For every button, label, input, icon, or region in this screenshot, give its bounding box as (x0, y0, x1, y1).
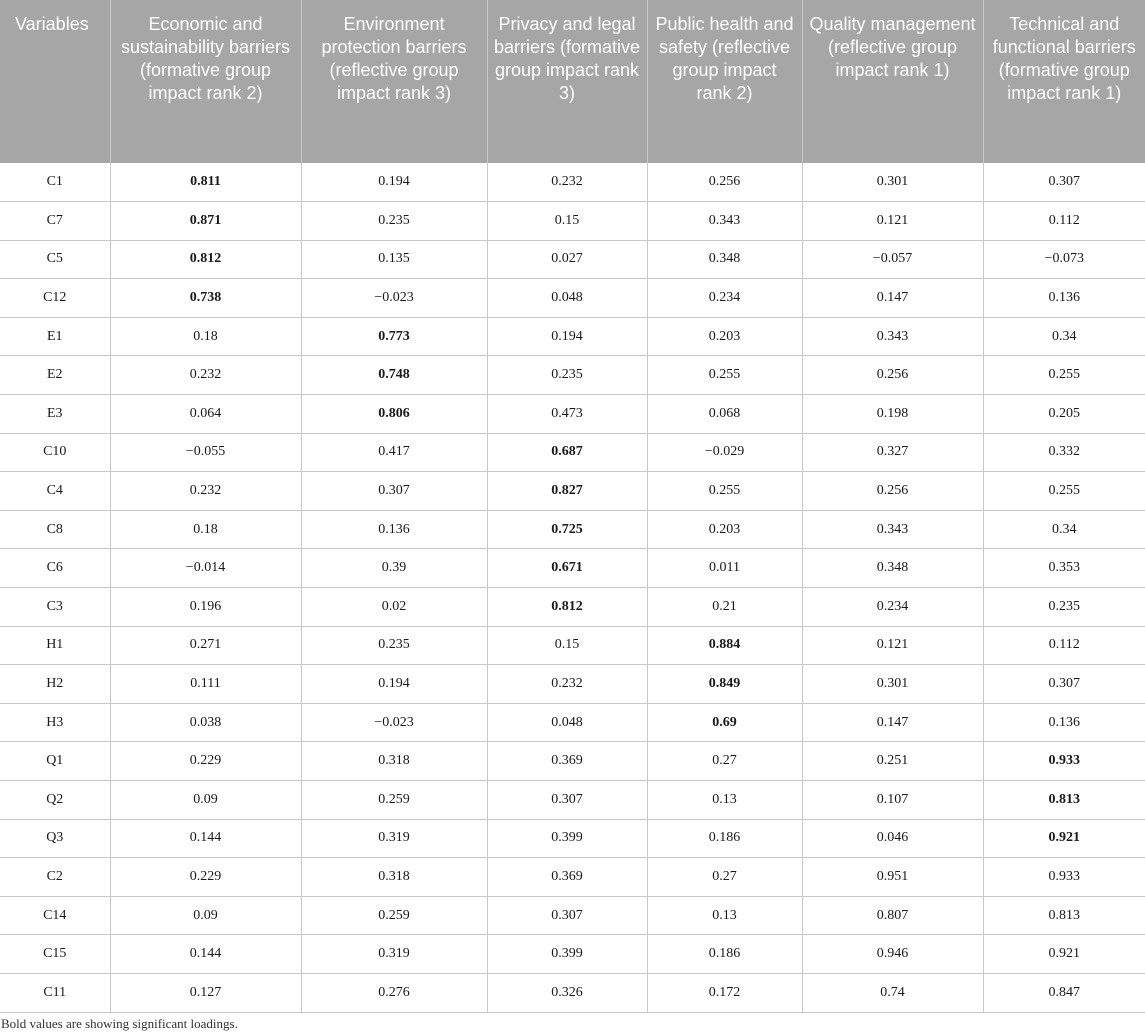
loading-cell: 0.687 (487, 433, 647, 472)
loading-cell: 0.884 (647, 626, 802, 665)
loading-cell: −0.023 (301, 279, 487, 318)
variable-cell: C1 (0, 163, 110, 202)
loading-cell: 0.259 (301, 896, 487, 935)
loading-cell: 0.921 (983, 819, 1145, 858)
loading-cell: 0.813 (983, 781, 1145, 820)
loading-cell: 0.748 (301, 356, 487, 395)
loading-cell: 0.09 (110, 781, 301, 820)
loading-cell: 0.194 (301, 665, 487, 704)
loading-cell: 0.319 (301, 819, 487, 858)
loading-cell: 0.813 (983, 896, 1145, 935)
variable-cell: C7 (0, 202, 110, 241)
loading-cell: 0.933 (983, 858, 1145, 897)
loading-cell: 0.235 (487, 356, 647, 395)
table-row (0, 279, 1145, 318)
loading-cell: 0.256 (802, 356, 983, 395)
variable-cell: C6 (0, 549, 110, 588)
header-row (0, 0, 1145, 163)
table-row (0, 742, 1145, 781)
loading-cell: 0.112 (983, 626, 1145, 665)
loading-cell: 0.02 (301, 588, 487, 627)
loading-cell: 0.13 (647, 781, 802, 820)
table-row (0, 472, 1145, 511)
loading-cell: 0.343 (802, 510, 983, 549)
loading-cell: 0.811 (110, 163, 301, 202)
header-environment-protection: Environment protection barriers (reflective group impact rank 3) (301, 0, 487, 163)
loading-cell: 0.232 (110, 472, 301, 511)
loading-cell: 0.136 (301, 510, 487, 549)
loading-cell: 0.027 (487, 240, 647, 279)
loading-cell: 0.235 (301, 626, 487, 665)
table-row (0, 819, 1145, 858)
loading-cell: 0.921 (983, 935, 1145, 974)
loading-cell: 0.319 (301, 935, 487, 974)
loading-cell: 0.369 (487, 742, 647, 781)
loading-cell: 0.307 (487, 896, 647, 935)
table-footnote: Bold values are showing significant loadings. (1, 1016, 238, 1031)
loading-cell: 0.121 (802, 626, 983, 665)
variable-cell: C5 (0, 240, 110, 279)
loading-cell: 0.307 (983, 163, 1145, 202)
loading-cell: 0.738 (110, 279, 301, 318)
loading-cell: −0.055 (110, 433, 301, 472)
loading-cell: 0.135 (301, 240, 487, 279)
loading-cell: 0.806 (301, 395, 487, 434)
loading-cell: 0.276 (301, 973, 487, 1012)
loading-cell: 0.318 (301, 742, 487, 781)
variable-cell: H2 (0, 665, 110, 704)
loading-cell: 0.39 (301, 549, 487, 588)
table-row (0, 163, 1145, 202)
loading-cell: 0.871 (110, 202, 301, 241)
loading-cell: 0.933 (983, 742, 1145, 781)
loading-cell: 0.111 (110, 665, 301, 704)
loading-cell: 0.812 (110, 240, 301, 279)
header-technical-functional: Technical and functional barriers (formative group impact rank 1) (983, 0, 1145, 163)
loading-cell: 0.807 (802, 896, 983, 935)
loading-cell: 0.15 (487, 202, 647, 241)
loading-cell: 0.147 (802, 703, 983, 742)
variable-cell: H1 (0, 626, 110, 665)
header-quality-management: Quality management (reflective group impact rank 1) (802, 0, 983, 163)
loading-cell: −0.029 (647, 433, 802, 472)
loading-cell: 0.951 (802, 858, 983, 897)
loading-cell: 0.136 (983, 279, 1145, 318)
loading-cell: 0.136 (983, 703, 1145, 742)
loading-cell: 0.194 (487, 317, 647, 356)
loading-cell: 0.068 (647, 395, 802, 434)
loading-cell: 0.34 (983, 510, 1145, 549)
loading-cell: 0.27 (647, 742, 802, 781)
loading-cell: 0.946 (802, 935, 983, 974)
table-row (0, 549, 1145, 588)
loading-cell: 0.255 (983, 472, 1145, 511)
loading-cell: 0.13 (647, 896, 802, 935)
loading-cell: 0.229 (110, 858, 301, 897)
loading-cell: 0.18 (110, 510, 301, 549)
header-variables: Variables (0, 0, 110, 163)
table-row (0, 510, 1145, 549)
variable-cell: E1 (0, 317, 110, 356)
loading-cell: 0.256 (802, 472, 983, 511)
loading-cell: 0.255 (983, 356, 1145, 395)
loading-cell: 0.259 (301, 781, 487, 820)
loading-cell: 0.234 (802, 588, 983, 627)
loading-cell: 0.203 (647, 510, 802, 549)
loading-cell: 0.232 (110, 356, 301, 395)
header-economic-sustainability: Economic and sustainability barriers (formative group impact rank 2) (110, 0, 301, 163)
loading-cell: 0.725 (487, 510, 647, 549)
variable-cell: C4 (0, 472, 110, 511)
loading-cell: 0.369 (487, 858, 647, 897)
variable-cell: C14 (0, 896, 110, 935)
variable-cell: C2 (0, 858, 110, 897)
loading-cell: 0.203 (647, 317, 802, 356)
loading-cell: 0.251 (802, 742, 983, 781)
variable-cell: Q3 (0, 819, 110, 858)
loading-cell: 0.229 (110, 742, 301, 781)
loading-cell: 0.038 (110, 703, 301, 742)
header-public-health-safety: Public health and safety (reflective group impact rank 2) (647, 0, 802, 163)
loading-cell: 0.827 (487, 472, 647, 511)
table-row (0, 781, 1145, 820)
loading-cell: 0.235 (983, 588, 1145, 627)
loading-cell: 0.112 (983, 202, 1145, 241)
loading-cell: 0.671 (487, 549, 647, 588)
loading-cell: 0.34 (983, 317, 1145, 356)
loading-cell: 0.69 (647, 703, 802, 742)
loading-cell: 0.348 (647, 240, 802, 279)
loading-cell: 0.186 (647, 935, 802, 974)
loading-cell: 0.318 (301, 858, 487, 897)
loading-cell: 0.194 (301, 163, 487, 202)
loading-cell: −0.073 (983, 240, 1145, 279)
loading-cell: 0.773 (301, 317, 487, 356)
loading-cell: 0.301 (802, 163, 983, 202)
variable-cell: C11 (0, 973, 110, 1012)
loading-cell: 0.812 (487, 588, 647, 627)
loading-cell: 0.343 (647, 202, 802, 241)
table-row (0, 395, 1145, 434)
variable-cell: Q2 (0, 781, 110, 820)
table-row (0, 240, 1145, 279)
loading-cell: −0.057 (802, 240, 983, 279)
loading-cell: 0.235 (301, 202, 487, 241)
loading-cell: 0.307 (983, 665, 1145, 704)
loading-cell: 0.399 (487, 935, 647, 974)
loading-cell: 0.307 (301, 472, 487, 511)
variable-cell: H3 (0, 703, 110, 742)
loading-cell: 0.196 (110, 588, 301, 627)
loading-cell: 0.144 (110, 819, 301, 858)
loading-cell: 0.27 (647, 858, 802, 897)
loading-cell: −0.014 (110, 549, 301, 588)
loading-cell: 0.399 (487, 819, 647, 858)
table-row (0, 703, 1145, 742)
loading-cell: 0.255 (647, 356, 802, 395)
loading-cell: 0.847 (983, 973, 1145, 1012)
loading-cell: 0.332 (983, 433, 1145, 472)
variable-cell: E3 (0, 395, 110, 434)
loading-cell: 0.107 (802, 781, 983, 820)
loading-cell: 0.417 (301, 433, 487, 472)
loading-cell: −0.023 (301, 703, 487, 742)
loading-cell: 0.301 (802, 665, 983, 704)
loading-cell: 0.09 (110, 896, 301, 935)
table-header (0, 0, 1145, 163)
loading-cell: 0.048 (487, 703, 647, 742)
variable-cell: C8 (0, 510, 110, 549)
loading-cell: 0.15 (487, 626, 647, 665)
loading-cell: 0.343 (802, 317, 983, 356)
variable-cell: C10 (0, 433, 110, 472)
loading-cell: 0.348 (802, 549, 983, 588)
table-row (0, 665, 1145, 704)
loading-cell: 0.307 (487, 781, 647, 820)
loading-cell: 0.18 (110, 317, 301, 356)
table-row (0, 626, 1145, 665)
loading-cell: 0.473 (487, 395, 647, 434)
table-row (0, 588, 1145, 627)
loading-cell: 0.849 (647, 665, 802, 704)
loading-cell: 0.048 (487, 279, 647, 318)
loading-cell: 0.21 (647, 588, 802, 627)
loading-cell: 0.232 (487, 163, 647, 202)
header-privacy-legal: Privacy and legal barriers (formative group impact rank 3) (487, 0, 647, 163)
loading-cell: 0.011 (647, 549, 802, 588)
table-row (0, 433, 1145, 472)
variable-cell: C15 (0, 935, 110, 974)
variable-cell: C3 (0, 588, 110, 627)
variable-cell: E2 (0, 356, 110, 395)
loading-cell: 0.186 (647, 819, 802, 858)
table-row (0, 973, 1145, 1012)
loading-cell: 0.147 (802, 279, 983, 318)
loading-cell: 0.144 (110, 935, 301, 974)
table-body (0, 163, 1145, 1012)
table-row (0, 858, 1145, 897)
table-row (0, 202, 1145, 241)
variable-cell: C12 (0, 279, 110, 318)
loading-cell: 0.172 (647, 973, 802, 1012)
loading-cell: 0.127 (110, 973, 301, 1012)
loading-cell: 0.255 (647, 472, 802, 511)
loading-cell: 0.353 (983, 549, 1145, 588)
variable-cell: Q1 (0, 742, 110, 781)
loading-cell: 0.121 (802, 202, 983, 241)
table-row (0, 356, 1145, 395)
table-row (0, 935, 1145, 974)
loading-cell: 0.271 (110, 626, 301, 665)
loading-cell: 0.327 (802, 433, 983, 472)
table-row (0, 896, 1145, 935)
loading-cell: 0.064 (110, 395, 301, 434)
loading-cell: 0.046 (802, 819, 983, 858)
loading-cell: 0.232 (487, 665, 647, 704)
loading-cell: 0.205 (983, 395, 1145, 434)
table-row (0, 317, 1145, 356)
loading-cell: 0.74 (802, 973, 983, 1012)
loading-cell: 0.326 (487, 973, 647, 1012)
loading-cell: 0.198 (802, 395, 983, 434)
loading-cell: 0.256 (647, 163, 802, 202)
loading-cell: 0.234 (647, 279, 802, 318)
